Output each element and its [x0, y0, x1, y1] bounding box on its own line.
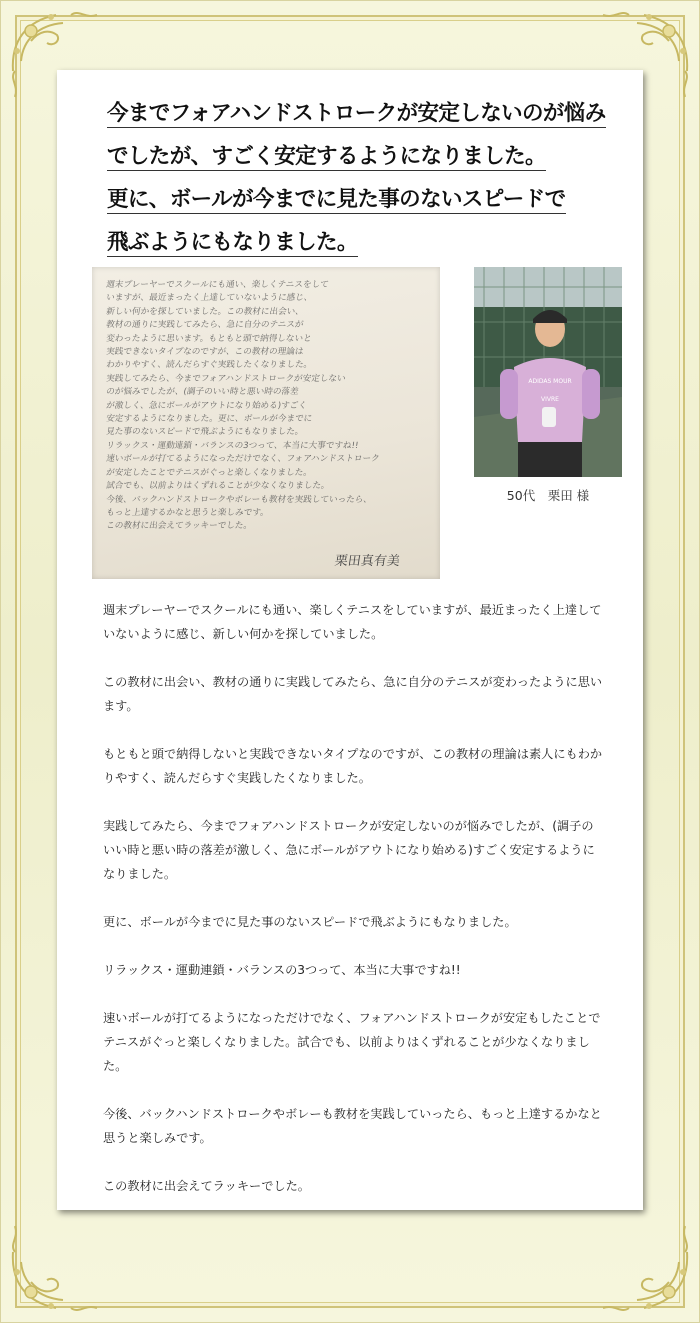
- customer-photo: [474, 267, 622, 477]
- body-paragraph: 週末プレーヤーでスクールにも通い、楽しくテニスをしていますが、最近まったく上達していないように感じ、新しい何かを探していました。: [103, 603, 602, 641]
- letter-line: 実践してみたら、今までフォアハンドストロークが安定しない: [105, 373, 347, 384]
- body-paragraph: この教材に出会えてラッキーでした。: [103, 1179, 310, 1193]
- letter-line: わかりやすく、読んだらすぐ実践したくなりました。: [105, 360, 313, 371]
- letter-line: 新しい何かを探していました。この教材に出会い、: [105, 306, 305, 317]
- headline-line: [107, 178, 627, 221]
- headline-text: 飛ぶようにもなりました。: [107, 230, 358, 255]
- headline-text: 今までフォアハンドストロークが安定しないのが悩み: [107, 101, 606, 126]
- testimonial-panel: [57, 70, 643, 1210]
- shirt-text-2: VIVRE: [541, 396, 559, 403]
- letter-line: 変わったように思います。もともと頭で納得しないと: [105, 333, 313, 344]
- headline-line: [107, 221, 627, 264]
- body-paragraph: リラックス・運動連鎖・バランスの3つって、本当に大事ですね!!: [103, 963, 461, 977]
- customer-photo-illustration: [474, 267, 622, 477]
- letter-line: 教材の通りに実践してみたら、急に自分のテニスが: [105, 320, 305, 331]
- letter-line: 試合でも、以前よりはくずれることが少なくなりました。: [105, 481, 331, 492]
- photo-caption: 50代 栗田 様: [506, 488, 590, 503]
- body-paragraph: 速いボールが打てるようになっただけでなく、フォアハンドストロークが安定もしたことでテニスがぐっと楽しくなりました。試合でも、以前よりはくずれることが少なくなりました。: [103, 1011, 601, 1073]
- letter-line: 安定するようになりました。更に、ボールが今までに: [105, 414, 313, 425]
- body-paragraph: もともと頭で納得しないと実践できないタイプなのですが、この教材の理論は素人にもわかりやすく、読んだらすぐ実践したくなりました。: [103, 747, 603, 785]
- letter-line: 見た事のないスピードで飛ぶようにもなりました。: [105, 427, 305, 438]
- letter-line: が安定したことでテニスがぐっと楽しくなりました。: [105, 467, 313, 478]
- corner-ornament-icon: [1, 1212, 111, 1322]
- body-paragraph: この教材に出会い、教材の通りに実践してみたら、急に自分のテニスが変わったように思います。: [103, 675, 603, 713]
- letter-line: いますが、最近まったく上達していないように感じ、: [105, 293, 314, 304]
- letter-line: 速いボールが打てるようになっただけでなく、フォアハンドストローク: [105, 454, 381, 465]
- letter-signature: 栗田真有美: [333, 554, 401, 569]
- letter-line: のが悩みでしたが、(調子のいい時と悪い時の落差: [105, 387, 300, 398]
- body-paragraph: 今後、バックハンドストロークやボレーも教材を実践していったら、もっと上達するかなと思うと楽しみです。: [103, 1107, 602, 1145]
- body-paragraph: 更に、ボールが今までに見た事のないスピードで飛ぶようにもなりました。: [103, 915, 517, 929]
- letter-line: 実践できないタイプなのですが、この教材の理論は: [105, 347, 305, 358]
- headline: [107, 92, 627, 264]
- headline-line: [107, 135, 627, 178]
- letter-lines: [106, 279, 426, 534]
- letter-line: が激しく、急にボールがアウトになり始める)すごく: [105, 400, 308, 411]
- letter-line: リラックス・運動連鎖・バランスの3つって、本当に大事ですね!!: [105, 440, 360, 451]
- corner-ornament-icon: [589, 1212, 699, 1322]
- headline-line: [107, 92, 627, 135]
- letter-line: 今後、バックハンドストロークやボレーも教材を実践していったら、: [105, 494, 373, 505]
- body-paragraph: 実践してみたら、今までフォアハンドストロークが安定しないのが悩みでしたが、(調子のいい時と悪い時の落差が激しく、急にボールがアウトになり始める)すごく安定するようになりました。: [103, 819, 595, 881]
- letter-line: この教材に出会えてラッキーでした。: [105, 521, 253, 532]
- letter-line: 週末プレーヤーでスクールにも通い、楽しくテニスをして: [105, 280, 330, 290]
- letter-line: もっと上達するかなと思うと楽しみです。: [105, 507, 270, 518]
- handwritten-letter-image: [92, 267, 440, 579]
- headline-text: 更に、ボールが今までに見た事のないスピードで: [107, 187, 566, 212]
- shirt-text-1: ADIDAS MOUR: [528, 378, 572, 385]
- testimonial-body: [103, 598, 603, 1222]
- headline-text: でしたが、すごく安定するようになりました。: [107, 144, 546, 169]
